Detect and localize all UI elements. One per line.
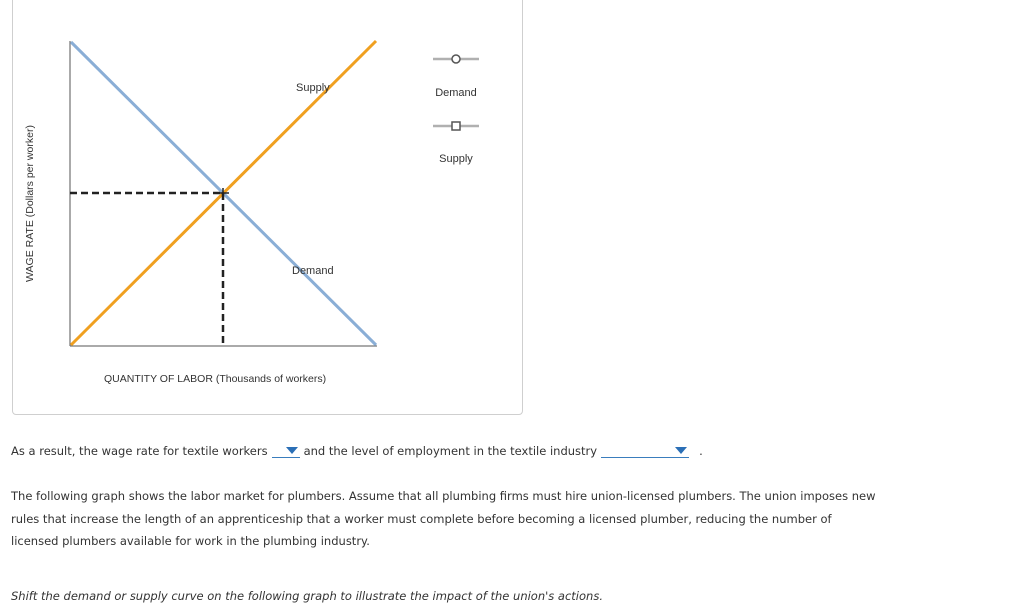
result-suffix: .	[699, 444, 703, 458]
legend-supply-label: Supply	[439, 153, 473, 165]
wage-rate-dropdown[interactable]	[272, 443, 300, 458]
labor-market-graph	[13, 0, 524, 416]
employment-dropdown[interactable]	[601, 443, 689, 458]
y-axis-label: WAGE RATE (Dollars per worker)	[24, 125, 36, 282]
demand-curve-label: Demand	[292, 265, 334, 277]
circle-marker-icon	[452, 55, 460, 63]
square-marker-icon	[452, 122, 460, 130]
legend-demand-marker[interactable]	[433, 55, 479, 63]
legend-demand-label: Demand	[435, 87, 477, 99]
legend-supply-marker[interactable]	[433, 122, 479, 130]
instruction-text: Shift the demand or supply curve on the following graph to illustrate the impact of the union's actions.	[11, 589, 603, 603]
result-sentence	[11, 443, 703, 458]
graph-panel	[12, 0, 523, 415]
x-axis-label: QUANTITY OF LABOR (Thousands of workers)	[104, 373, 327, 385]
chevron-down-icon	[286, 447, 298, 454]
chevron-down-icon	[675, 447, 687, 454]
supply-curve-label: Supply	[296, 82, 330, 94]
result-middle: and the level of employment in the textile industry	[303, 444, 598, 458]
result-prefix: As a result, the wage rate for textile workers	[11, 444, 268, 458]
plumbers-paragraph: The following graph shows the labor market for plumbers. Assume that all plumbing firms must hire union-licensed plumbers. The union imposes new rules that increase the length of an apprenticeship that a worker must complete before becoming a licensed plumber, reducing the number of licensed plumbers available for work in the plumbing industry.	[11, 489, 876, 549]
